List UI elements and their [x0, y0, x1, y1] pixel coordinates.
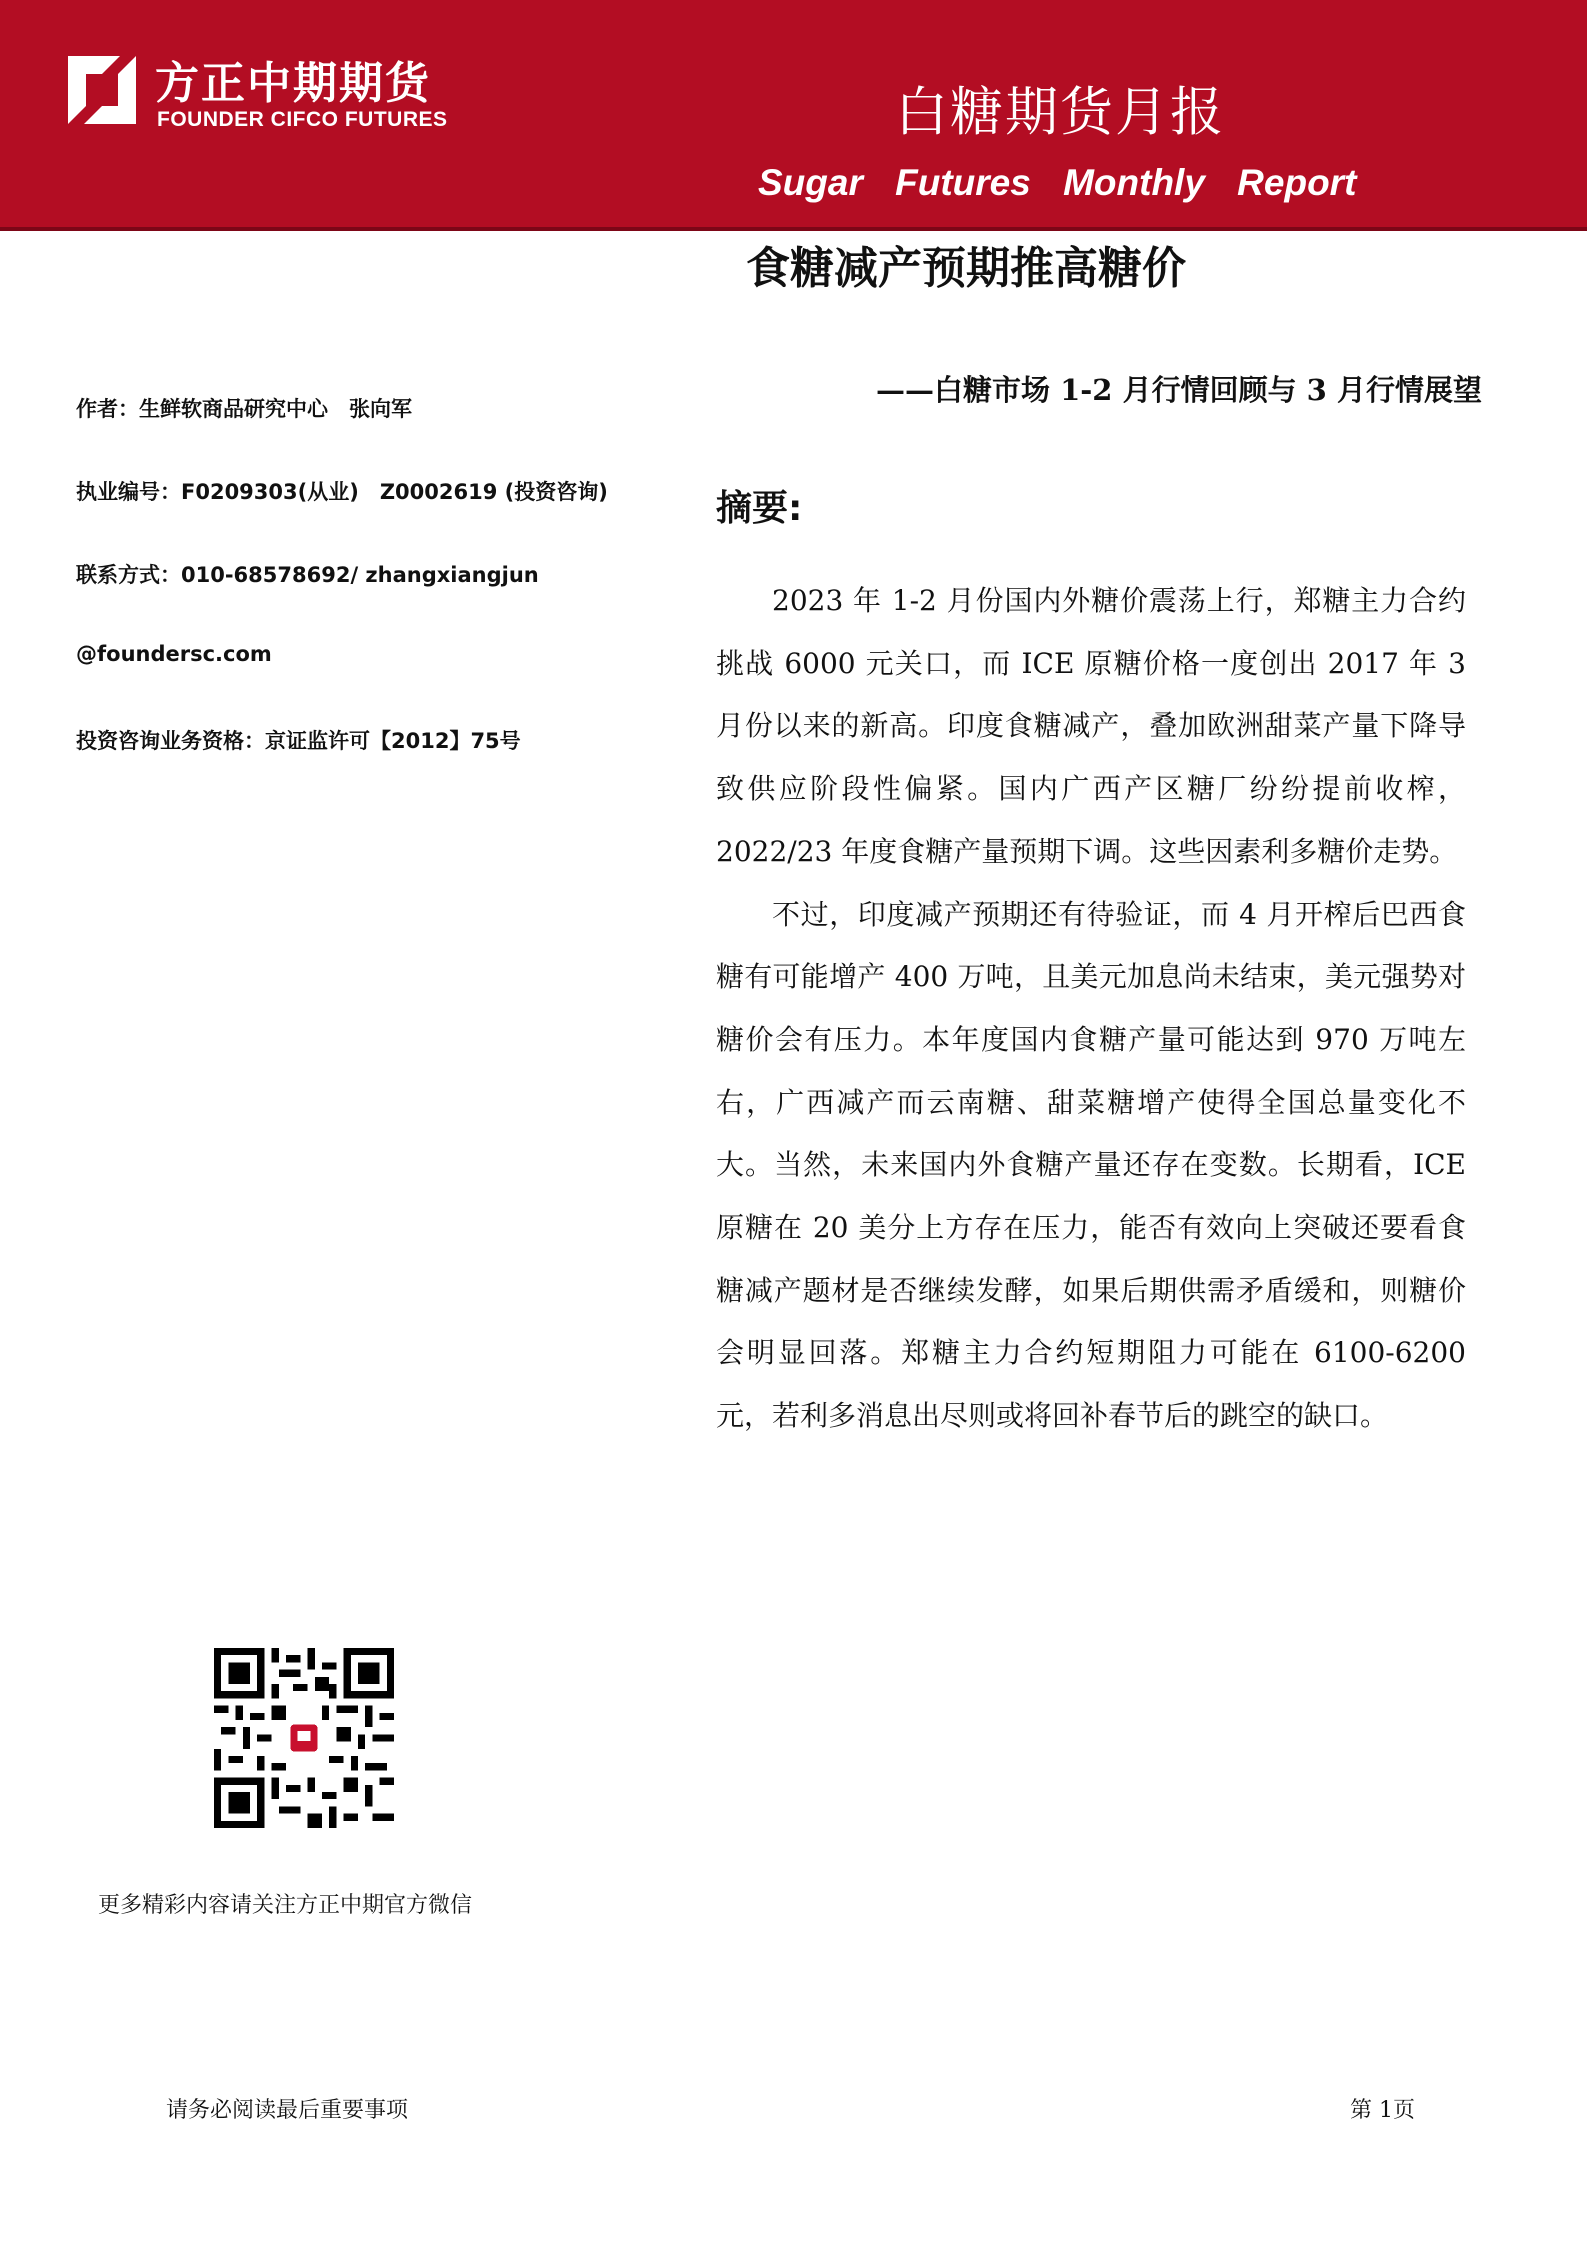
wechat-qr-code[interactable] — [214, 1648, 394, 1828]
summary-paragraph: 2023 年 1-2 月份国内外糖价震荡上行，郑糖主力合约挑战 6000 元关口，而 ICE 原糖价格一度创出 2017 年 3 月份以来的新高。印度食糖减产，叠加欧洲甜菜产量下降导致供应阶段性偏紧。国内广西产区糖厂纷纷提前收榨，2022/23 年度食糖产量预期下调。这些因素利多糖价走势。 — [716, 584, 1466, 868]
meta-license-number: 执业编号：F0209303(从业) Z0002619 (投资咨询) — [76, 480, 608, 504]
report-title-chinese: 白糖期货月报 — [895, 82, 1225, 143]
header-divider — [0, 227, 1587, 231]
report-title-english: Sugar Futures Monthly Report — [758, 162, 1357, 203]
footer-notice: 请务必阅读最后重要事项 — [166, 2098, 409, 2123]
logo-chinese-name: 方正中期期货 — [155, 58, 431, 109]
meta-email-domain: @foundersc.com — [76, 642, 272, 666]
logo-english-name: FOUNDER CIFCO FUTURES — [157, 108, 448, 131]
page-number: 第 1页 — [1350, 2098, 1415, 2123]
qr-caption: 更多精彩内容请关注方正中期官方微信 — [98, 1893, 473, 1918]
summary-paragraph: 不过，印度减产预期还有待验证，而 4 月开榨后巴西食糖有可能增产 400 万吨，且美元加息尚未结束，美元强势对糖价会有压力。本年度国内食糖产量可能达到 970 万吨左右，广西减产而云南糖、甜菜糖增产使得全国总量变化不大。当然，未来国内外食糖产量还存在变数。长期看，ICE 原糖在 20 美分上方存在压力，能否有效向上突破还要看食糖减产题材是否继续发酵，如果后期供需矛盾缓和，则糖价会明显回落。郑糖主力合约短期阻力可能在 6100-6200 元，若利多消息出尽则或将回补春节后的跳空的缺口。 — [716, 897, 1466, 1433]
article-subtitle: ——白糖市场 1-2 月行情回顾与 3 月行情展望 — [876, 373, 1482, 407]
founder-logo-icon — [62, 50, 142, 130]
summary-body — [716, 570, 1466, 1448]
meta-qualification: 投资咨询业务资格：京证监许可【2012】75号 — [76, 729, 521, 753]
meta-contact: 联系方式：010-68578692/ zhangxiangjun — [76, 563, 539, 587]
summary-heading: 摘要: — [716, 488, 803, 529]
article-title: 食糖减产预期推高糖价 — [746, 243, 1186, 294]
meta-author: 作者：生鲜软商品研究中心 张向军 — [76, 397, 412, 421]
